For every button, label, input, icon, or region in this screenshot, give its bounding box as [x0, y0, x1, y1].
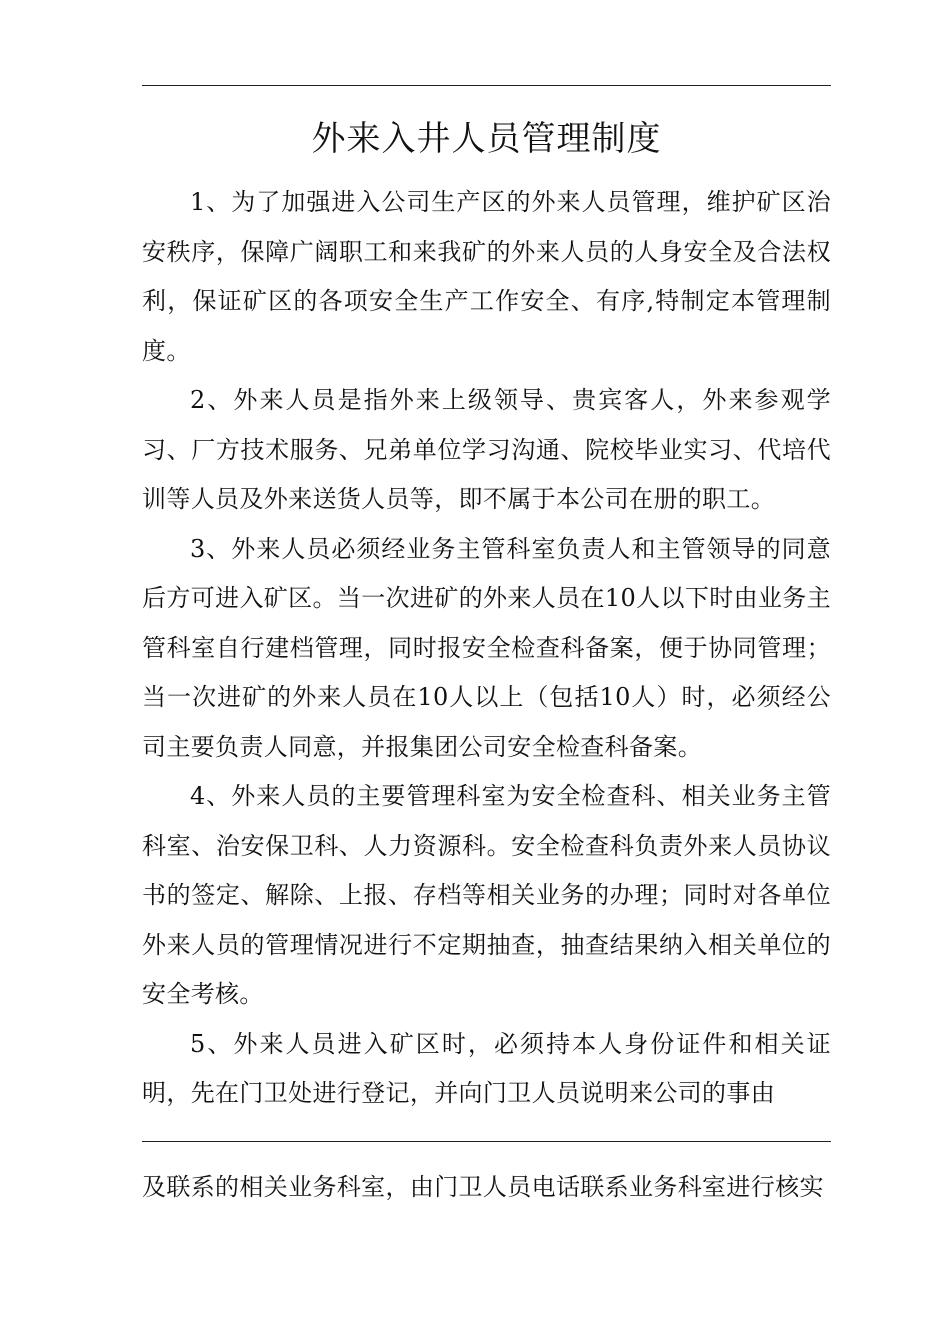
- next-page-continuation-text: 及联系的相关业务科室，由门卫人员电话联系业务科室进行核实: [142, 1173, 824, 1201]
- document-body: [142, 178, 831, 1119]
- paragraph-3: 3、外来人员必须经业务主管科室负责人和主管领导的同意后方可进入矿区。当一次进矿的外来人员在10人以下时由业务主管科室自行建档管理，同时报安全检查科备案，便于协同管理；当一次进矿的外来人员在10人以上（包括10人）时，必须经公司主要负责人同意，并报集团公司安全检查科备案。: [142, 534, 831, 761]
- page-break-divider: [142, 1141, 831, 1142]
- paragraph-5: 5、外来人员进入矿区时，必须持本人身份证件和相关证明，先在门卫处进行登记，并向门卫人员说明来公司的事由: [142, 1029, 831, 1107]
- paragraph-4: 4、外来人员的主要管理科室为安全检查科、相关业务主管科室、治安保卫科、人力资源科。安全检查科负责外来人员协议书的签定、解除、上报、存档等相关业务的办理；同时对各单位外来人员的管理情况进行不定期抽查，抽查结果纳入相关单位的安全考核。: [142, 782, 831, 1008]
- document-title: 外来入井人员管理制度: [311, 119, 662, 159]
- top-divider: [142, 85, 831, 86]
- paragraph-1: 1、为了加强进入公司生产区的外来人员管理，维护矿区治安秩序，保障广阔职工和来我矿的外来人员的人身安全及合法权利，保证矿区的各项安全生产工作安全、有序,特制定本管理制度。: [142, 188, 831, 365]
- paragraph-2: 2、外来人员是指外来上级领导、贵宾客人，外来参观学习、厂方技术服务、兄弟单位学习沟通、院校毕业实习、代培代训等人员及外来送货人员等，即不属于本公司在册的职工。: [142, 386, 831, 513]
